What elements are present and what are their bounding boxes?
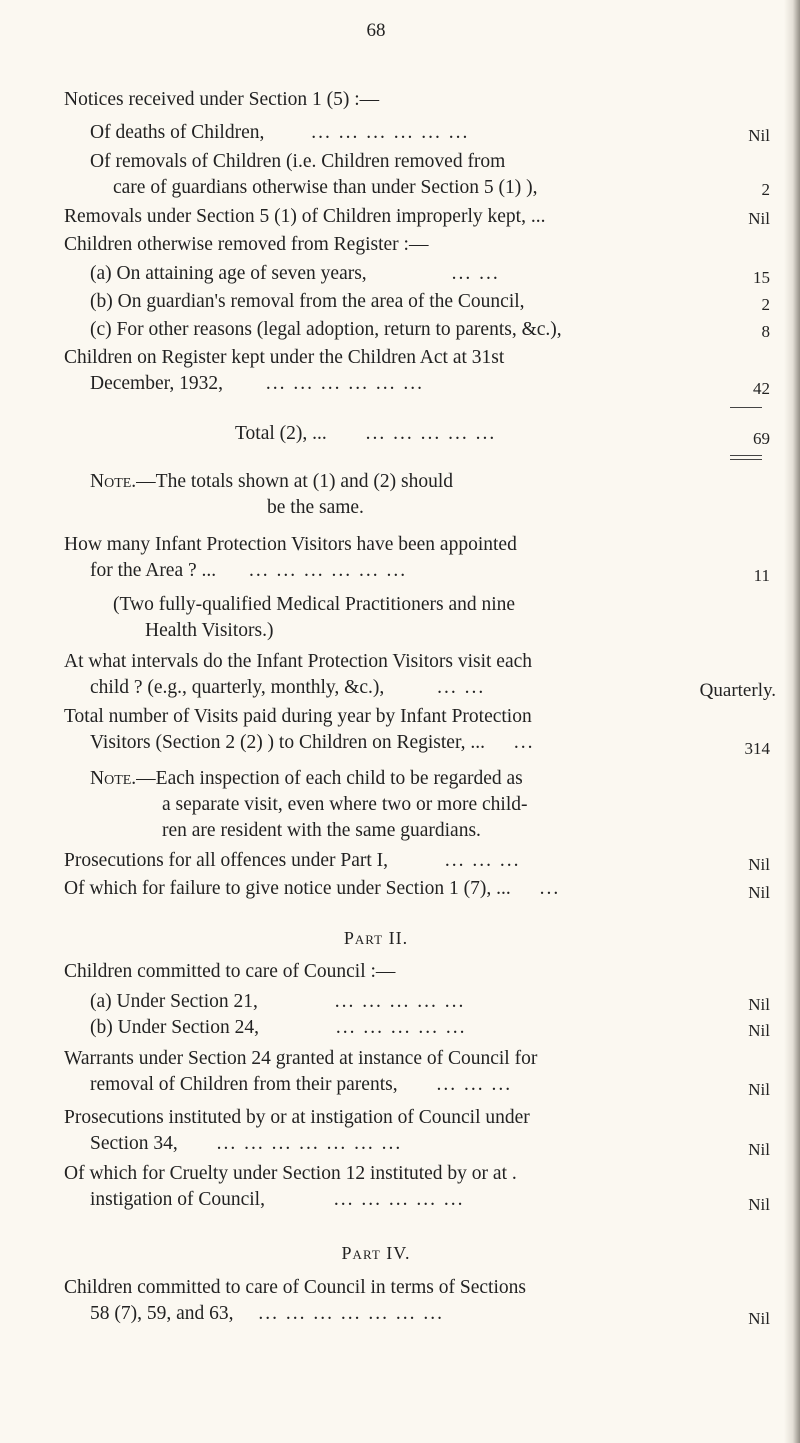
note-2-text: —Each inspection of each child to be regarded as [136,768,523,789]
visitors-count-value: 11 [753,566,770,585]
part4-value: Nil [748,1309,770,1328]
cruelty-label: instigation of Council, [90,1189,265,1210]
note-2-line-1 [90,767,523,791]
part2-item-a-dots: ... ... ... ... ... [334,991,466,1012]
register-label: December, 1932, [90,373,223,394]
visits-value: 314 [744,739,770,758]
note-1-line-2: be the same. [267,497,364,518]
item-a-row [90,262,500,286]
prosecutions-34-line-2 [90,1132,402,1156]
total-double-rule-2 [730,459,762,460]
prosecutions-part1-row [64,849,521,873]
deaths-dots: ... ... ... ... ... ... [311,122,470,143]
part2-item-b-value: Nil [748,1021,770,1040]
visits-dots: ... [513,732,535,753]
total-dots: ... ... ... ... ... [365,423,497,444]
prosecutions-34-label: Section 34, [90,1133,178,1154]
item-b-label: (b) On guardian's removal from the area of the Council, [90,291,525,312]
part2-committed-heading: Children committed to care of Council :— [64,961,396,982]
note-1-head: Note. [90,471,137,492]
total-double-rule-1 [730,455,762,456]
warrants-line-2 [90,1073,512,1097]
part2-item-a-label: (a) Under Section 21, [90,991,258,1012]
part2-item-b-dots: ... ... ... ... ... [335,1017,467,1038]
total-row [235,422,496,446]
warrants-line-1: Warrants under Section 24 granted at instance of Council for [64,1048,538,1069]
interval-line-2 [90,676,485,700]
visitors-question-label: for the Area ? ... [90,560,217,581]
total-label: Total (2), ... [235,423,327,444]
prosecutions-34-line-1: Prosecutions instituted by or at instigation of Council under [64,1107,530,1128]
prosecutions-part1-dots: ... ... ... [444,850,521,871]
cruelty-line-1: Of which for Cruelty under Section 12 instituted by or at . [64,1163,517,1184]
failure-row [64,877,560,901]
removals-line-1: Of removals of Children (i.e. Children removed from [90,151,506,172]
prosecutions-34-value: Nil [748,1140,770,1159]
notices-heading: Notices received under Section 1 (5) :— [64,89,380,110]
page-number: 68 [366,20,386,41]
part-2-heading: Part II. [343,928,409,948]
part4-dots: ... ... ... ... ... ... ... [258,1303,445,1324]
failure-value: Nil [748,883,770,902]
visits-label: Visitors (Section 2 (2) ) to Children on Register, ... [90,732,486,753]
item-c-value: 8 [761,322,770,341]
register-line-1: Children on Register kept under the Children Act at 31st [64,347,505,368]
register-value: 42 [753,379,770,398]
cruelty-value: Nil [748,1195,770,1214]
prosecutions-part1-label: Prosecutions for all offences under Part I, [64,850,389,871]
failure-label: Of which for failure to give notice under Section 1 (7), ... [64,878,511,899]
otherwise-heading: Children otherwise removed from Register :— [64,234,429,255]
improper-label: Removals under Section 5 (1) of Children improperly kept, ... [64,206,546,227]
total-value: 69 [753,429,770,448]
cruelty-dots: ... ... ... ... ... [333,1189,465,1210]
note-1-line-1 [90,470,453,494]
page-edge-shadow [784,0,800,1443]
improper-value: Nil [748,209,770,228]
register-line-2 [90,372,424,396]
part2-item-a-row [90,990,465,1014]
item-c-label: (c) For other reasons (legal adoption, return to parents, &c.), [90,319,562,340]
visitors-question-dots: ... ... ... ... ... ... [249,560,408,581]
deaths-row [90,121,469,145]
deaths-value: Nil [748,126,770,145]
item-b-value: 2 [761,295,770,314]
item-a-label: (a) On attaining age of seven years, [90,263,367,284]
deaths-label: Of deaths of Children, [90,122,265,143]
interval-dots: ... ... [437,677,486,698]
item-a-value: 15 [753,268,770,287]
register-dots: ... ... ... ... ... ... [265,373,424,394]
visitors-question-line-2 [90,559,407,583]
failure-dots: ... [539,878,561,899]
visits-line-2 [90,731,535,755]
warrants-label: removal of Children from their parents, [90,1074,398,1095]
item-a-dots: ... ... [451,263,500,284]
warrants-value: Nil [748,1080,770,1099]
part4-label: 58 (7), 59, and 63, [90,1303,234,1324]
visitors-question-line-1: How many Infant Protection Visitors have been appointed [64,534,517,555]
note-2-line-3: ren are resident with the same guardians. [162,820,481,841]
total-rule [730,407,762,408]
interval-label: child ? (e.g., quarterly, monthly, &c.), [90,677,385,698]
visitors-detail-line-1: (Two fully-qualified Medical Practitioners and nine [113,594,516,615]
part2-item-a-value: Nil [748,995,770,1014]
note-1-text: —The totals shown at (1) and (2) should [136,471,453,492]
note-2-line-2: a separate visit, even where two or more child- [162,794,528,815]
removals-value: 2 [761,180,770,199]
warrants-dots: ... ... ... [436,1074,513,1095]
visits-line-1: Total number of Visits paid during year by Infant Protection [64,706,532,727]
note-2-head: Note. [90,768,137,789]
part-4-heading: Part IV. [341,1243,411,1263]
interval-value: Quarterly. [699,680,776,701]
prosecutions-part1-value: Nil [748,855,770,874]
removals-line-2: care of guardians otherwise than under Section 5 (1) ), [113,177,538,198]
cruelty-line-2 [90,1188,464,1212]
prosecutions-34-dots: ... ... ... ... ... ... ... [216,1133,403,1154]
part4-line-2 [90,1302,444,1326]
interval-line-1: At what intervals do the Infant Protection Visitors visit each [64,651,532,672]
visitors-detail-line-2: Health Visitors.) [145,620,274,641]
part2-item-b-label: (b) Under Section 24, [90,1017,259,1038]
part2-item-b-row [90,1016,466,1040]
part4-line-1: Children committed to care of Council in terms of Sections [64,1277,526,1298]
